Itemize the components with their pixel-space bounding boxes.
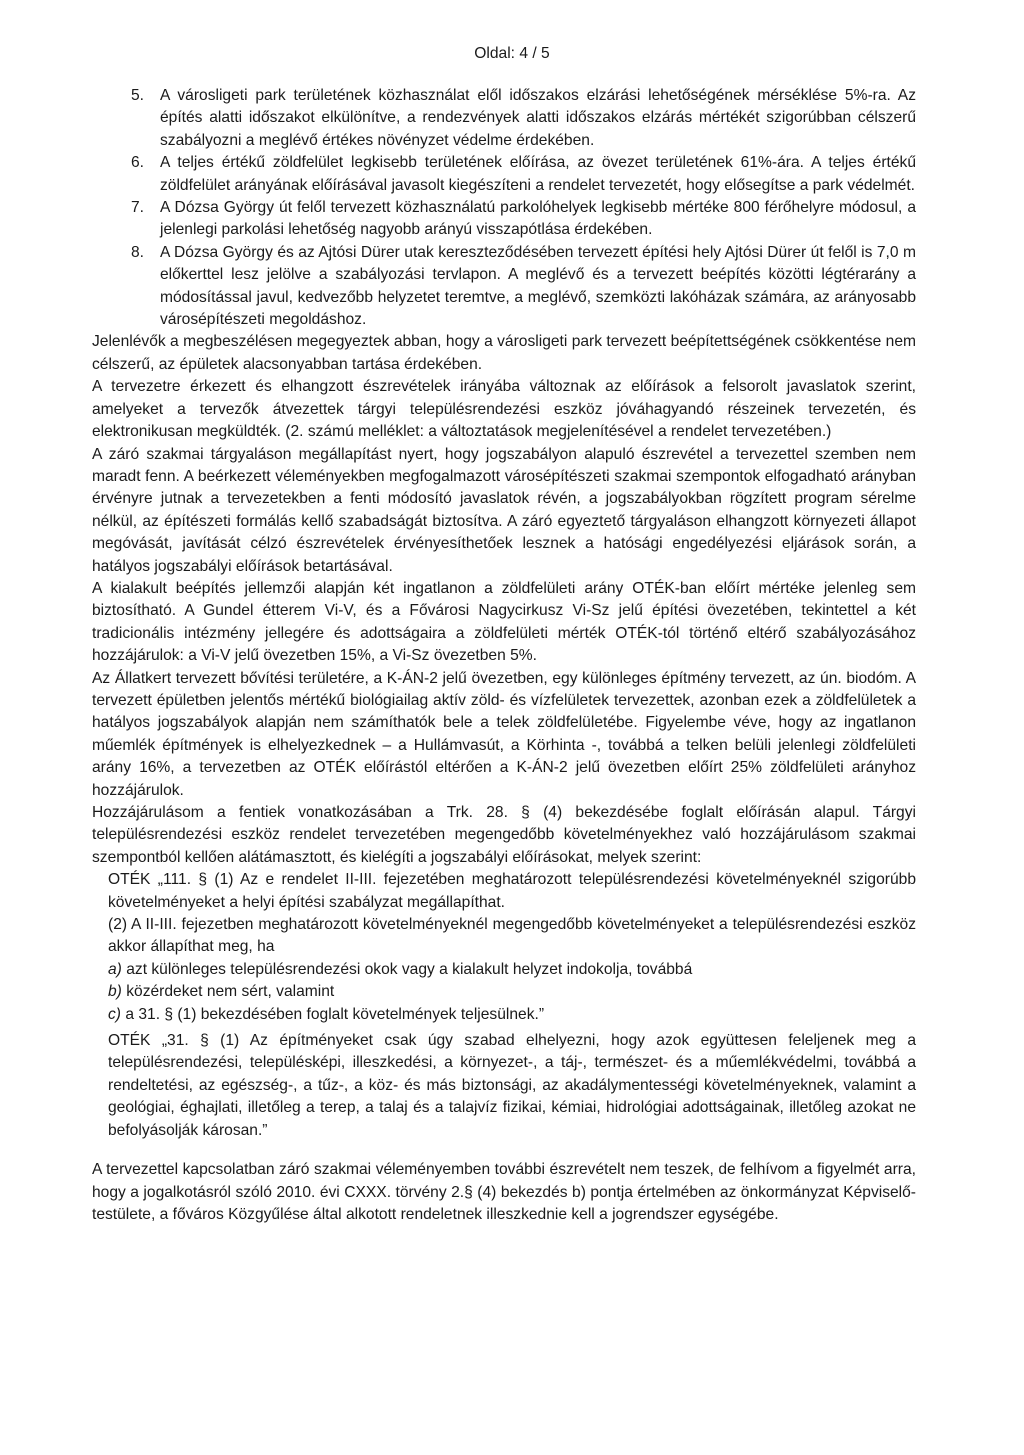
numbered-item <box>92 197 916 242</box>
quote-item-label: b) <box>108 983 122 1001</box>
item-text: A teljes értékű zöldfelület legkisebb területének előírása, az övezet területének 61%-ára. A teljes értékű zöldfelület arányának előírásával javasolt kiegészíteni a rendelet tervezetét, hogy elősegítse a park védelmét. <box>160 154 916 194</box>
numbered-item <box>92 85 916 152</box>
item-number: 5. <box>131 87 145 104</box>
item-number: 7. <box>131 199 145 217</box>
quote-item-b <box>108 981 916 1003</box>
closing-paragraph: A tervezettel kapcsolatban záró szakmai véleményemben további észrevételt nem teszek, de felhívom a figyelmét arra, hogy a jogalkotásról szóló 2010. évi CXXX. törvény 2.§ (4) bekezdés b) pontja értelmében az önkormányzat Képviselő-testülete, a főváros Közgyűlése által alkotott rendeletnek illeszkednie kell a jogrendszer egységébe. <box>92 1161 916 1223</box>
item-number: 8. <box>131 243 145 261</box>
paragraph: A kialakult beépítés jellemzői alapján két ingatlanon a zöldfelületi arány OTÉK-ban előírt mértéke jelenleg sem biztosítható. A Gundel étterem Vi-V, és a Fővárosi Nagycirkusz Vi-Sz jelű építési övezetében, tekintettel a két tradicionális intézmény jellegére és adottságaira a zöldfelületi mérték OTÉK-tól történő eltérő szabályozásához hozzájárulok: a Vi-V jelű övezetben 15%, a Vi-Sz övezetben 5%. <box>92 579 916 665</box>
quote-paragraph-2: (2) A II-III. fejezetben meghatározott követelményeknél megengedőbb követelményeket a településrendezési eszköz akkor állapíthat meg, ha <box>108 916 916 956</box>
quote-item-a <box>108 959 916 981</box>
quote-item-text: a 31. § (1) bekezdésében foglalt követelmények teljesülnek.” <box>125 1005 545 1023</box>
item-text: A Dózsa György és az Ajtósi Dürer utak kereszteződésében tervezett építési hely Ajtósi Dürer út felől is 7,0 m előkerttel lesz jelölve a szabályozási tervlapon. A meglévő és a tervezett beépítés közötti légtérarány a módosítással javul, kedvezőbb helyzetet teremtve, a meglévő, szemközti lakóházak számára, az arányosabb városépítészeti megoldáshoz. <box>160 243 916 329</box>
quote-item-label: c) <box>108 1005 121 1023</box>
item-number: 6. <box>131 154 145 172</box>
numbered-item <box>92 152 916 197</box>
paragraph: Az Állatkert tervezett bővítési területére, a K-ÁN-2 jelű övezetben, egy különleges építmény tervezett, az ún. biodóm. A tervezett épületben jelentős mértékű biológiailag aktív zöld- és vízfelületek tervezettek, azonban ezek a zöldfelületek a hatályos jogszabályok alapján nem számíthatók bele a telek zöldfelületébe. Figyelembe véve, hogy az ingatlanon műemlék építmények is elhelyezkednek – a Hullámvasút, a Körhinta -, továbbá a telken belüli jelenlegi zöldfelületi arány 16%, a tervezetben az OTÉK előírástól eltérően a K-ÁN-2 jelű övezetben előírt 25% zöldfelületi arányhoz hozzájárulok. <box>92 669 916 799</box>
quote-otek-111: OTÉK „111. § (1) Az e rendelet II-III. fejezetében meghatározott településrendezési követelményeknél szigorúbb követelményeket a helyi építési szabályzat megállapíthat. <box>108 871 916 911</box>
paragraph: Jelenlévők a megbeszélésen megegyeztek abban, hogy a városligeti park tervezett beépítettségének csökkentése nem célszerű, az épületek alacsonyabban tartása érdekében. <box>92 333 916 373</box>
numbered-item <box>92 242 916 332</box>
item-text: A városligeti park területének közhasználat elől időszakos elzárási lehetőségének mérséklése 5%-ra. Az építés alatti időszakot elkülönítve, a rendezvények alatti időszakos elzárás mértékét szigorúbban célszerű szabályozni a meglévő értékes növényzet védelme érdekében. <box>160 87 916 149</box>
legal-quote <box>92 869 916 1142</box>
paragraph: Hozzájárulásom a fentiek vonatkozásában a Trk. 28. § (4) bekezdésébe foglalt előírásán alapul. Tárgyi településrendezési eszköz rendelet tervezetében megengedőbb követelményekhez való hozzájárulásom szakmai szempontból kellően alátámasztott, és kielégíti a jogszabályi előírásokat, melyek szerint: <box>92 804 916 866</box>
quote-item-text: azt különleges településrendezési okok vagy a kialakult helyzet indokolja, továbbá <box>126 960 693 978</box>
item-text: A Dózsa György út felől tervezett közhasználatú parkolóhelyek legkisebb mértéke 800 férőhelyre módosul, a jelenlegi parkolási lehetőség nagyobb arányú visszapótlása érdekében. <box>160 199 916 239</box>
quote-item-text: közérdeket nem sért, valamint <box>126 983 335 1001</box>
paragraph: A tervezetre érkezett és elhangzott észrevételek irányába változnak az előírások a felsorolt javaslatok szerint, amelyeket a tervezők átvezettek tárgyi településrendezési eszköz jóváhagyandó részeinek tervezetén, és elektronikusan megküldték. (2. számú melléklet: a változtatások megjelenítésével a rendelet tervezetében.) <box>92 378 916 441</box>
quote-item-label: a) <box>108 960 122 978</box>
quote-item-c <box>108 1004 916 1026</box>
paragraph: A záró szakmai tárgyaláson megállapítást nyert, hogy jogszabályon alapuló észrevétel a tervezettel szemben nem maradt fenn. A beérkezett véleményekben megfogalmazott városépítészeti szakmai szempontok elfogadható arányban érvényre jutnak a tervezetekben a fenti módosító javaslatok révén, a jogszabályokban rögzített program sérelme nélkül, az építészeti formálás kellő szabadságát biztosítva. A záró egyeztető tárgyaláson elhangzott környezeti állapot megóvását, javítását célzó észrevételek érvényesíthetőek lesznek a hatósági engedélyezési eljárások során, a hatályos jogszabályi előírások betartásával. <box>92 445 916 575</box>
document-body <box>92 85 916 1226</box>
quote-otek-31: OTÉK „31. § (1) Az építményeket csak úgy szabad elhelyezni, hogy azok együttesen feleljenek meg a településrendezési, településképi, illeszkedési, a környezet-, a táj-, természet- és a műemlékvédelmi, továbbá a rendeltetési, az egészség-, a tűz-, a köz- és más biztonsági, az akadálymentességi követelményeknek, valamint a geológiai, éghajlati, illetőleg a terep, a talaj és a talajvíz fizikai, kémiai, hidrológiai adottságainak, illetőleg azokat ne befolyásolják károsan.” <box>108 1032 916 1139</box>
page-header: Oldal: 4 / 5 <box>474 45 550 62</box>
